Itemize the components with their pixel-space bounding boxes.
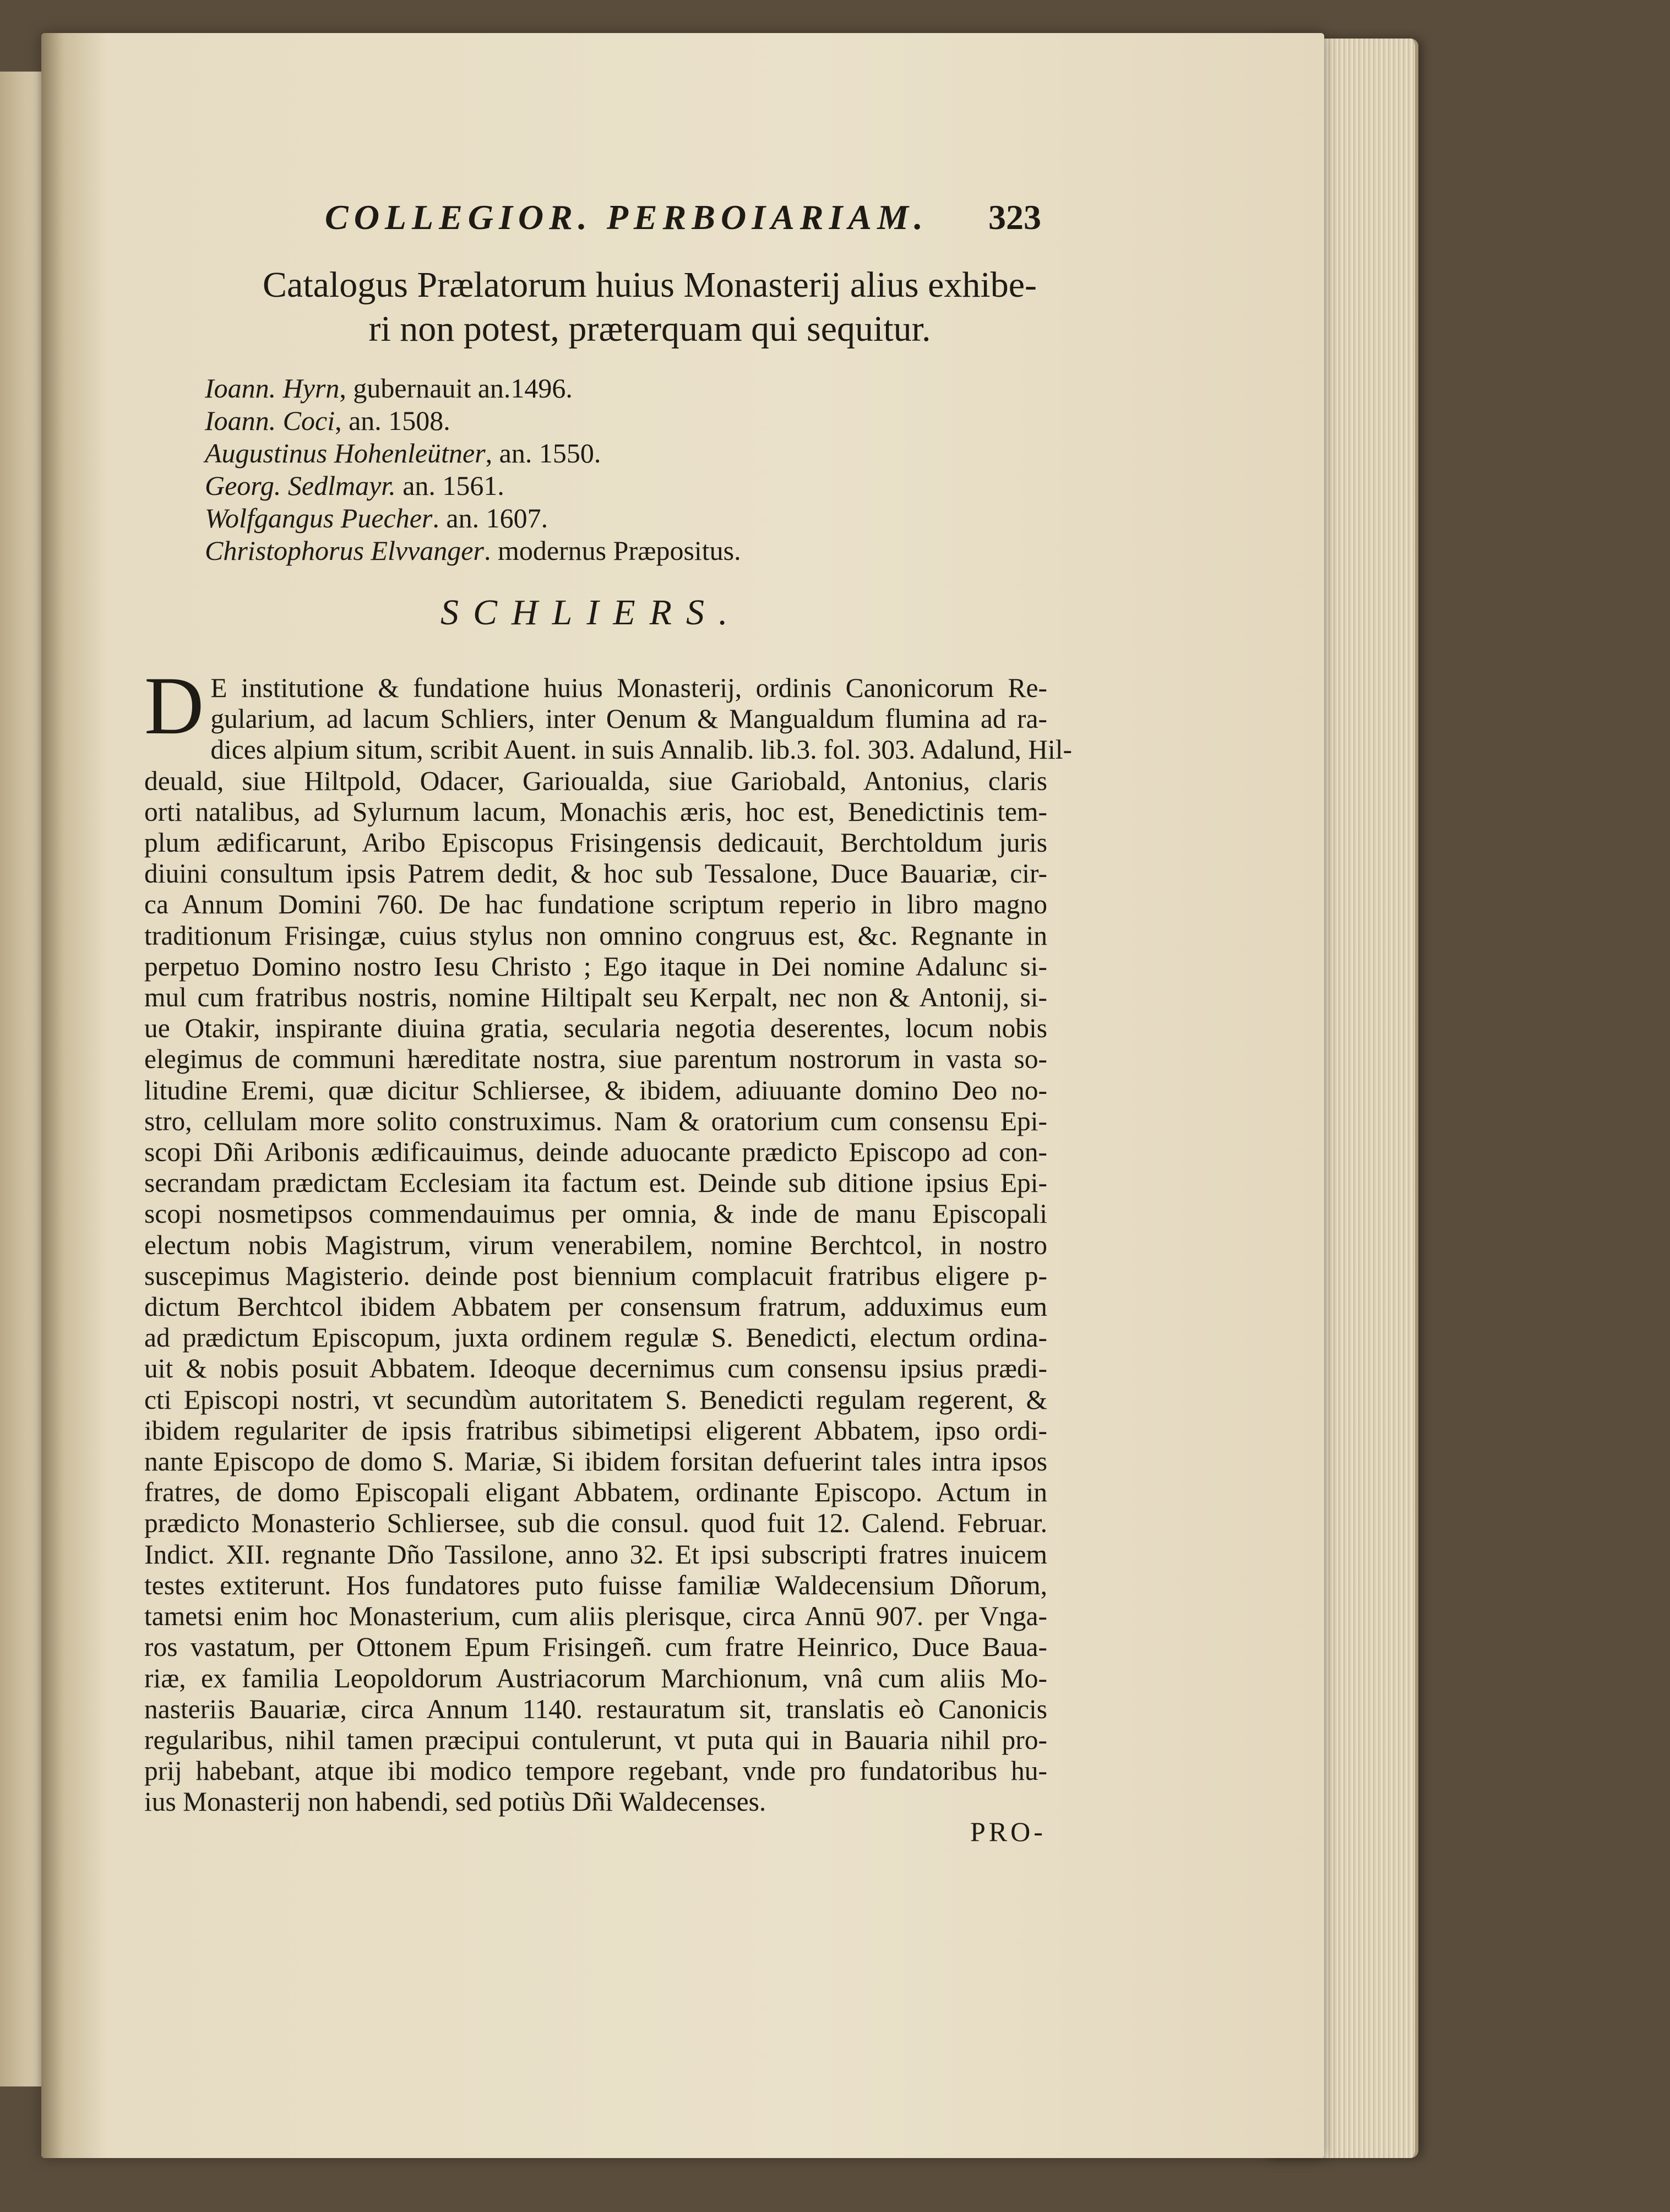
body-line: prij habebant, atque ibi modico tempore regebant, vnde pro fundatoribus hu-: [144, 1756, 1047, 1786]
body-line: perpetuo Domino nostro Iesu Christo ; Ego itaque in Dei nomine Adalunc si-: [144, 951, 1047, 982]
abbot-entry: [205, 470, 921, 502]
page-number: 323: [988, 198, 1041, 237]
body-line: mul cum fratribus nostris, nomine Hiltipalt seu Kerpalt, nec non & Antonij, si-: [144, 982, 1047, 1013]
body-line: uit & nobis posuit Abbatem. Ideoque decernimus cum consensu ipsius prædi-: [144, 1353, 1047, 1384]
body-line: dictum Berchtcol ibidem Abbatem per consensum fratrum, adduximus eum: [144, 1292, 1047, 1322]
drop-cap: D: [144, 660, 204, 751]
body-line: riæ, ex familia Leopoldorum Austriacorum Marchionum, vnâ cum aliis Mo-: [144, 1663, 1047, 1693]
body-line: deuald, siue Hiltpold, Odacer, Garioualda, siue Gariobald, Antonius, claris: [144, 765, 1047, 796]
body-line: prædicto Monasterio Schliersee, sub die consul. quod fuit 12. Calend. Februar.: [144, 1508, 1047, 1539]
body-line: scopi Dñi Aribonis ædificauimus, deinde aduocante prædicto Episcopo ad con-: [144, 1137, 1047, 1168]
body-line: stro, cellulam more solito construximus. Nam & oratorium cum consensu Epi-: [144, 1105, 1047, 1136]
body-line: nasteriis Bauariæ, circa Annum 1140. restauratum sit, translatis eò Canonicis: [144, 1693, 1047, 1724]
abbot-name: Ioann. Coci: [205, 405, 335, 436]
body-line: suscepimus Magisterio. deinde post biennium complacuit fratribus eligere p-: [144, 1260, 1047, 1291]
body-line: litudine Eremi, quæ dicitur Schliersee, & ibidem, adiuuante domino Deo no-: [144, 1075, 1047, 1105]
body-line: testes extiterunt. Hos fundatores puto fuisse familiæ Waldecensium Dñorum,: [144, 1570, 1047, 1600]
abbot-name: Ioann. Hyrn: [205, 373, 340, 404]
body-line: tametsi enim hoc Monasterium, cum aliis plerisque, circa Annū 907. per Vnga-: [144, 1601, 1047, 1632]
body-line: Indict. XII. regnante Dño Tassilone, anno 32. Et ipsi subscripti fratres inuicem: [144, 1539, 1047, 1570]
body-line: cti Episcopi nostri, vt secundùm autoritatem S. Benedicti regulam regerent, &: [144, 1384, 1047, 1415]
body-text: [144, 660, 1072, 1818]
abbot-entry: [205, 372, 921, 405]
body-line: ca Annum Domini 760. De hac fundatione scriptum reperio in libro magno: [144, 889, 1047, 920]
body-line: orti natalibus, ad Sylurnum lacum, Monachis æris, hoc est, Benedictinis tem-: [144, 796, 1047, 827]
body-line: electum nobis Magistrum, virum venerabilem, nomine Berchtcol, in nostro: [144, 1229, 1047, 1260]
abbot-entry: [205, 502, 921, 535]
abbot-name: Augustinus Hohenleütner: [205, 438, 486, 468]
abbot-entry: [205, 405, 921, 437]
body-line: E institutione & fundatione huius Monasterij, ordinis Canonicorum Re-: [210, 673, 1047, 703]
body-line: fratres, de domo Episcopali eligant Abbatem, ordinante Episcopo. Actum in: [144, 1477, 1047, 1508]
body-line: ros vastatum, per Ottonem Epum Frisingeñ. cum fratre Heinrico, Duce Baua-: [144, 1632, 1047, 1663]
heading-line-1: Catalogus Prælatorum huius Monasterij alius exhibe-: [263, 265, 1037, 305]
abbot-detail: . an. 1607.: [432, 503, 548, 533]
abbot-name: Georg. Sedlmayr.: [205, 470, 396, 501]
abbot-detail: , an. 1508.: [335, 405, 450, 436]
body-line: diuini consultum ipsis Patrem dedit, & hoc sub Tessalone, Duce Bauariæ, cir-: [144, 858, 1047, 889]
abbot-detail: . modernus Præpositus.: [483, 535, 741, 566]
abbot-detail: an. 1561.: [395, 470, 504, 501]
abbot-detail: , gubernauit an.1496.: [339, 373, 573, 404]
body-line: ius Monasterij non habendi, sed potiùs Dñi Waldecenses.: [144, 1786, 766, 1817]
section-title: SCHLIERS.: [440, 592, 742, 633]
abbot-entry: [205, 437, 921, 470]
abbot-name: Christophorus Elvvanger: [205, 535, 484, 566]
body-line: traditionum Frisingæ, cuius stylus non omnino congruus est, &c. Regnante in: [144, 920, 1047, 951]
body-line: elegimus de communi hæreditate nostra, siue parentum nostrorum in vasta so-: [144, 1044, 1047, 1075]
body-line: dices alpium situm, scribit Auent. in suis Annalib. lib.3. fol. 303. Adalund, Hil-: [210, 734, 1072, 765]
body-line: gularium, ad lacum Schliers, inter Oenum & Mangualdum flumina ad ra-: [210, 704, 1047, 734]
abbot-list: [205, 372, 921, 567]
body-line: secrandam prædictam Ecclesiam ita factum est. Deinde sub ditione ipsius Epi-: [144, 1168, 1047, 1198]
catalogue-heading: [209, 263, 1090, 351]
body-line: nante Episcopo de domo S. Mariæ, Si ibidem forsitan defuerint tales intra ipsos: [144, 1446, 1047, 1477]
abbot-detail: , an. 1550.: [485, 438, 601, 468]
heading-line-2: ri non potest, præterquam qui sequitur.: [368, 309, 931, 349]
body-line: ibidem regulariter de ipsis fratribus sibimetipsi eligerent Abbatem, ipso ordi-: [144, 1415, 1047, 1446]
abbot-name: Wolfgangus Puecher: [205, 503, 433, 533]
body-lines: [144, 660, 1072, 1818]
running-head: COLLEGIOR. PERBOIARIAM.: [325, 198, 928, 237]
body-line: scopi nosmetipsos commendauimus per omnia, & inde de manu Episcopali: [144, 1198, 1047, 1229]
body-line: plum ædificarunt, Aribo Episcopus Frisingensis dedicauit, Berchtoldum juris: [144, 827, 1047, 858]
catchword: PRO-: [970, 1816, 1046, 1847]
body-line: regularibus, nihil tamen præcipui contulerunt, vt puta qui in Bauaria nihil pro-: [144, 1724, 1047, 1755]
body-line: ad prædictum Episcopum, juxta ordinem regulæ S. Benedicti, electum ordina-: [144, 1322, 1047, 1353]
body-line: ue Otakir, inspirante diuina gratia, secularia negotia deserentes, locum nobis: [144, 1013, 1047, 1044]
abbot-entry: [205, 535, 921, 567]
